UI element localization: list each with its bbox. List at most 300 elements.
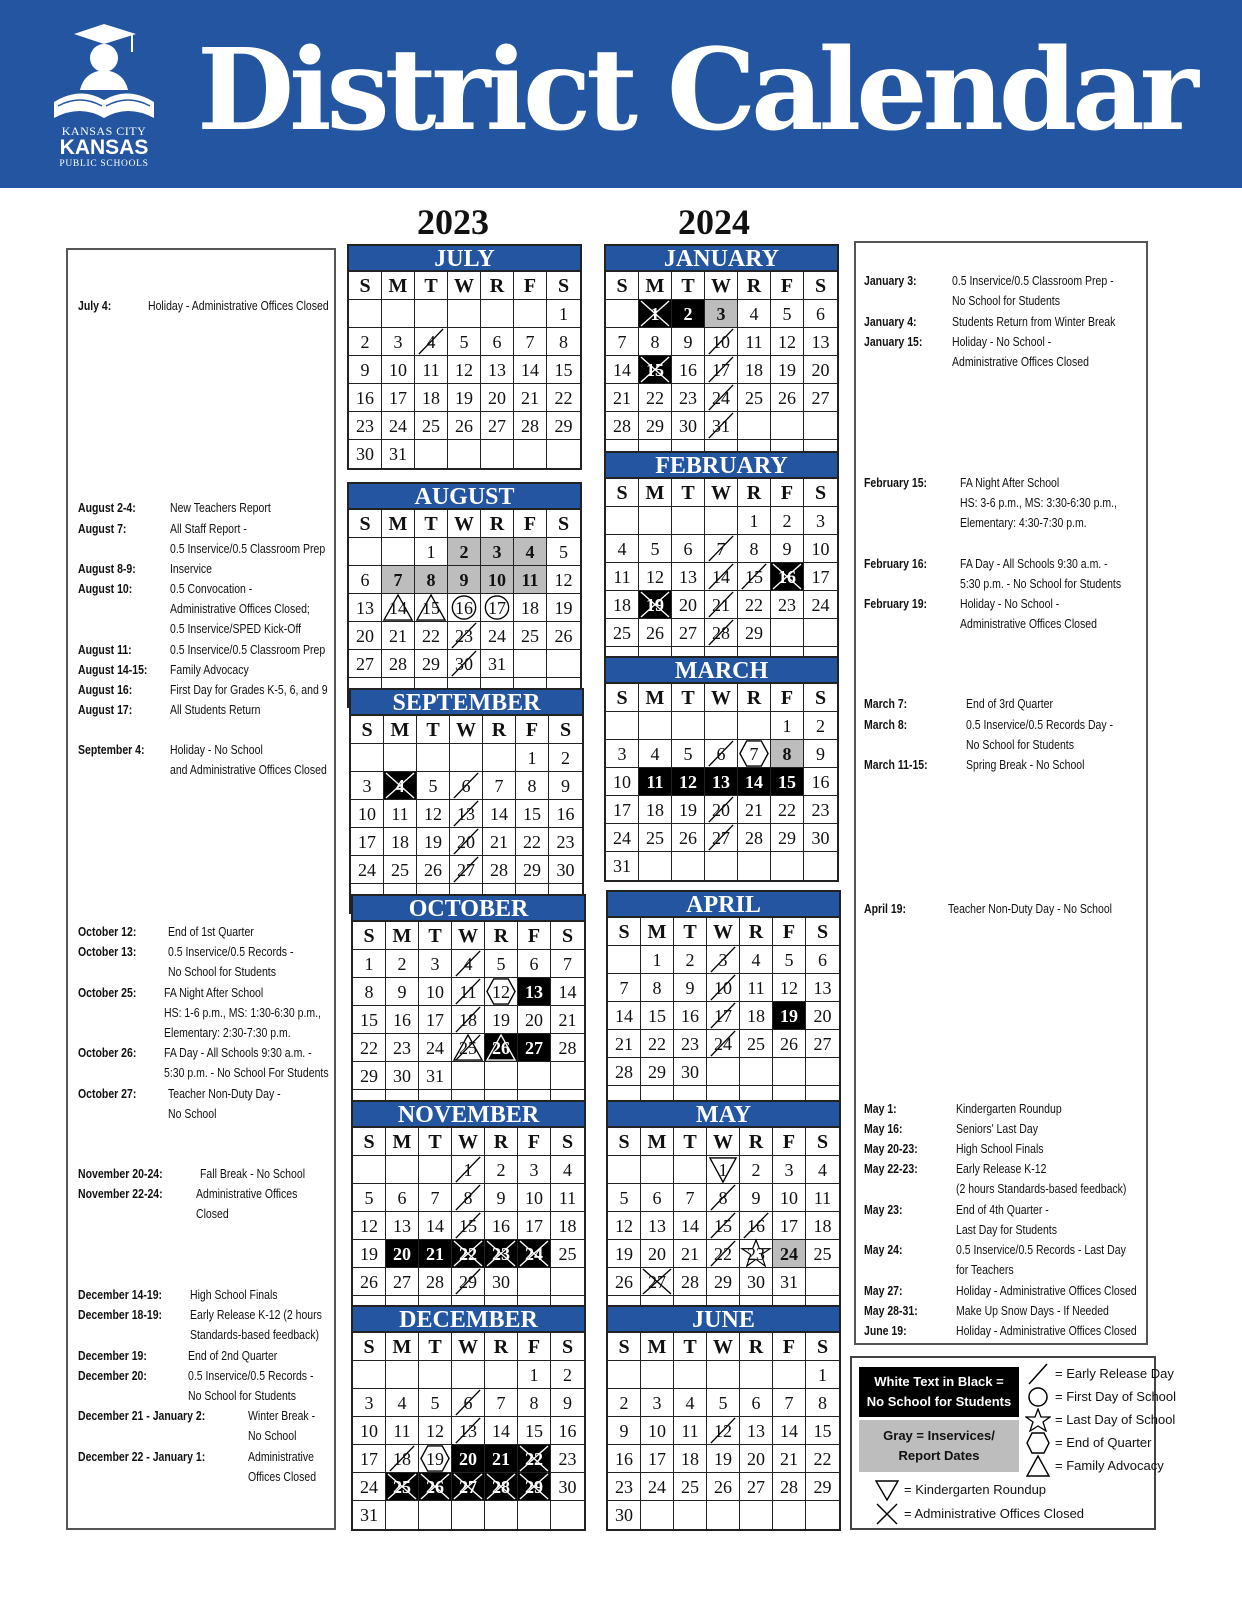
empty-cell (518, 1268, 551, 1296)
day-number: 6 (818, 950, 827, 970)
day-cell (483, 772, 516, 800)
day-number: 31 (389, 444, 407, 464)
empty-cell (485, 1062, 518, 1090)
empty-cell (481, 300, 514, 328)
right_events-event (864, 715, 1141, 755)
empty-cell (386, 1156, 419, 1184)
day-number: 23 (778, 595, 796, 615)
day-number: 25 (422, 416, 440, 436)
day-number: 14 (558, 982, 577, 1002)
day-number: 13 (457, 804, 475, 824)
day-cell (349, 328, 382, 356)
x-icon (874, 1502, 900, 1526)
day-cell (518, 1361, 551, 1389)
day-number: 27 (648, 1272, 666, 1292)
day-number: 3 (529, 1160, 539, 1180)
month-title: NOVEMBER (353, 1102, 584, 1128)
day-number: 14 (615, 1006, 633, 1026)
day-number: 20 (813, 1006, 832, 1026)
left_events-event (78, 660, 330, 680)
day-number: 2 (683, 304, 693, 324)
right_events-event (864, 1119, 1141, 1139)
day-cell (419, 950, 452, 978)
day-cell (349, 384, 382, 412)
event-date: May 24: (864, 1243, 903, 1257)
event-date: October 26: (78, 1046, 137, 1060)
day-cell (349, 622, 382, 650)
day-cell (351, 800, 384, 828)
weekday-header: S (353, 922, 386, 950)
day-cell (514, 594, 547, 622)
month-title: MAY (608, 1102, 839, 1128)
day-number: 13 (488, 360, 506, 380)
empty-cell (514, 300, 547, 328)
event-date: November 20-24: (78, 1167, 163, 1181)
weekday-header: S (806, 1333, 839, 1361)
day-cell (448, 384, 481, 412)
day-number: 16 (747, 1216, 765, 1236)
day-number: 20 (747, 1449, 765, 1469)
weekday-header: S (806, 918, 839, 946)
day-cell (771, 328, 804, 356)
day-cell (639, 796, 672, 824)
day-cell (705, 740, 738, 768)
day-cell (806, 1240, 839, 1268)
day-cell (353, 1445, 386, 1473)
weekday-header: W (448, 272, 481, 300)
day-number: 20 (393, 1244, 411, 1264)
weekday-header: F (514, 510, 547, 538)
day-cell (353, 1034, 386, 1062)
event-description: Holiday - No School - Administrative Offices Closed (951, 335, 1089, 370)
day-cell (771, 740, 804, 768)
day-number: 12 (646, 567, 664, 587)
day-cell (639, 740, 672, 768)
day-number: 17 (613, 800, 631, 820)
weekday-header: M (639, 684, 672, 712)
day-number: 15 (813, 1421, 832, 1441)
day-cell (485, 1184, 518, 1212)
month-october (351, 894, 586, 1120)
day-cell (771, 796, 804, 824)
day-cell (551, 1473, 584, 1501)
empty-cell (707, 1058, 740, 1086)
day-cell (608, 1212, 641, 1240)
day-number: 12 (679, 772, 697, 792)
month-title: SEPTEMBER (351, 690, 582, 716)
day-cell (639, 591, 672, 619)
right_events-event (864, 899, 1141, 919)
day-cell (452, 1212, 485, 1240)
day-number: 2 (782, 511, 792, 531)
day-cell (738, 507, 771, 535)
left_events-event (78, 1043, 330, 1083)
day-number: 15 (422, 598, 440, 618)
day-cell (382, 328, 415, 356)
day-number: 25 (459, 1038, 477, 1058)
day-cell (606, 535, 639, 563)
day-cell (705, 563, 738, 591)
day-number: 10 (426, 982, 444, 1002)
event-description: Seniors' Last Day (955, 1122, 1038, 1136)
day-cell (806, 1389, 839, 1417)
day-number: 24 (389, 416, 407, 436)
day-number: 28 (615, 1062, 633, 1082)
event-description: High School Finals (189, 1288, 278, 1302)
day-number: 20 (459, 1449, 477, 1469)
day-cell (415, 566, 448, 594)
day-cell (674, 1002, 707, 1030)
day-cell (707, 1156, 740, 1184)
day-number: 4 (685, 1393, 695, 1413)
event-description: Teacher Non-Duty Day - No School (167, 1087, 281, 1122)
day-number: 5 (718, 1393, 728, 1413)
event-date: February 16: (864, 557, 928, 571)
day-cell (384, 856, 417, 884)
event-date: October 27: (78, 1087, 137, 1101)
event-description: End of 2nd Quarter (187, 1349, 278, 1363)
day-number: 4 (426, 332, 436, 352)
empty-cell (518, 1501, 551, 1529)
day-number: 6 (652, 1188, 662, 1208)
month-december (351, 1305, 586, 1531)
day-number: 17 (358, 832, 376, 852)
empty-cell (641, 1361, 674, 1389)
day-number: 9 (816, 744, 825, 764)
day-number: 31 (780, 1272, 798, 1292)
empty-cell (738, 412, 771, 440)
legend-black-box: White Text in Black = No School for Students (859, 1367, 1019, 1417)
day-cell (608, 1473, 641, 1501)
day-cell (738, 740, 771, 768)
left_events-event (78, 519, 330, 559)
empty-cell (415, 300, 448, 328)
day-number: 8 (559, 332, 568, 352)
day-number: 17 (360, 1449, 378, 1469)
day-number: 16 (681, 1006, 699, 1026)
day-cell (551, 978, 584, 1006)
left_events-event (78, 579, 330, 640)
weekday-header: W (707, 918, 740, 946)
month-february (604, 451, 839, 677)
day-cell (771, 591, 804, 619)
event-description: Administrative Offices Closed (247, 1450, 317, 1485)
weekday-header: S (547, 510, 580, 538)
empty-cell (382, 300, 415, 328)
day-cell (674, 1184, 707, 1212)
day-cell (639, 300, 672, 328)
day-number: 12 (778, 332, 796, 352)
day-cell (547, 538, 580, 566)
day-number: 6 (463, 1393, 473, 1413)
weekday-header: M (384, 716, 417, 744)
day-number: 1 (529, 1365, 539, 1385)
day-cell (804, 824, 837, 852)
day-cell (674, 1030, 707, 1058)
day-cell (773, 1389, 806, 1417)
day-number: 30 (393, 1066, 411, 1086)
month-may (606, 1100, 841, 1326)
day-number: 26 (646, 623, 664, 643)
weekday-header: M (382, 510, 415, 538)
day-cell (382, 412, 415, 440)
day-number: 26 (426, 1477, 444, 1497)
day-cell (641, 1240, 674, 1268)
left_events-event (78, 700, 330, 720)
day-number: 24 (525, 1244, 543, 1264)
event-date: May 16: (864, 1122, 903, 1136)
day-cell (707, 1212, 740, 1240)
day-number: 22 (646, 388, 664, 408)
day-number: 15 (646, 360, 664, 380)
empty-cell (639, 712, 672, 740)
weekday-header: W (705, 272, 738, 300)
day-number: 19 (646, 595, 664, 615)
day-number: 11 (391, 804, 409, 824)
empty-cell (606, 507, 639, 535)
left_events-event (78, 559, 330, 579)
day-number: 30 (681, 1062, 699, 1082)
month-grid (353, 1128, 584, 1324)
day-cell (606, 852, 639, 880)
weekday-header: S (606, 272, 639, 300)
empty-cell (707, 1361, 740, 1389)
day-cell (481, 356, 514, 384)
day-cell (386, 1417, 419, 1445)
day-number: 12 (424, 804, 442, 824)
event-description: FA Day - All Schools 9:30 a.m. - 5:30 p.m. - No School For Students (163, 1046, 329, 1081)
legend-family-advocacy (1055, 1456, 1164, 1476)
day-number: 20 (457, 832, 475, 852)
day-cell (518, 1389, 551, 1417)
event-description: First Day for Grades K-5, 6, and 9 (169, 683, 328, 697)
right_events-event (864, 554, 1141, 594)
day-number: 9 (360, 360, 370, 380)
event-description: Early Release K-12 (2 hours Standards-based feedback) (189, 1308, 322, 1343)
day-number: 19 (714, 1449, 732, 1469)
day-cell (419, 1034, 452, 1062)
day-cell (606, 824, 639, 852)
empty-cell (419, 1361, 452, 1389)
weekday-header: W (707, 1333, 740, 1361)
right_events-event (864, 332, 1141, 372)
day-cell (481, 566, 514, 594)
day-number: 23 (556, 832, 575, 852)
day-cell (514, 412, 547, 440)
day-cell (705, 591, 738, 619)
day-number: 3 (716, 304, 726, 324)
day-number: 27 (457, 860, 475, 880)
legend-first-text: = First Day of School (1055, 1389, 1177, 1404)
circle-icon (1025, 1385, 1051, 1409)
day-cell (516, 744, 549, 772)
day-number: 21 (780, 1449, 798, 1469)
day-number: 13 (393, 1216, 411, 1236)
event-date: May 22-23: (864, 1162, 918, 1176)
day-number: 18 (747, 1006, 765, 1026)
day-cell (738, 619, 771, 647)
weekday-header: W (707, 1128, 740, 1156)
day-number: 29 (648, 1062, 666, 1082)
day-cell (547, 566, 580, 594)
day-cell (707, 1268, 740, 1296)
day-cell (349, 356, 382, 384)
day-cell (705, 619, 738, 647)
day-number: 5 (430, 1393, 440, 1413)
day-cell (448, 412, 481, 440)
day-cell (518, 1156, 551, 1184)
month-title: JANUARY (606, 246, 837, 272)
day-cell (773, 946, 806, 974)
weekday-header: S (806, 1128, 839, 1156)
day-number: 2 (685, 950, 695, 970)
day-cell (806, 946, 839, 974)
day-cell (485, 1006, 518, 1034)
day-number: 3 (364, 1393, 374, 1413)
day-cell (705, 412, 738, 440)
day-cell (672, 563, 705, 591)
empty-cell (481, 440, 514, 468)
day-number: 8 (749, 539, 759, 559)
year-2024: 2024 (678, 202, 750, 242)
day-cell (353, 1212, 386, 1240)
day-cell (382, 384, 415, 412)
day-cell (773, 1212, 806, 1240)
day-cell (452, 1240, 485, 1268)
day-number: 14 (521, 360, 539, 380)
day-number: 13 (648, 1216, 666, 1236)
day-cell (738, 591, 771, 619)
day-cell (738, 328, 771, 356)
day-cell (485, 1389, 518, 1417)
right_events-event (864, 594, 1141, 634)
day-cell (773, 1002, 806, 1030)
day-cell (705, 356, 738, 384)
weekday-header: W (448, 510, 481, 538)
day-number: 2 (619, 1393, 629, 1413)
day-number: 28 (780, 1477, 798, 1497)
right_events-event (864, 1139, 1141, 1159)
legend-family-text: = Family Advocacy (1055, 1458, 1164, 1473)
day-cell (549, 856, 582, 884)
weekday-header: S (551, 1128, 584, 1156)
day-cell (452, 1389, 485, 1417)
day-cell (349, 594, 382, 622)
day-cell (806, 1445, 839, 1473)
day-cell (353, 1473, 386, 1501)
day-number: 26 (778, 388, 796, 408)
month-title: FEBRUARY (606, 453, 837, 479)
day-cell (483, 800, 516, 828)
event-description: 0.5 Convocation - Administrative Offices Closed; 0.5 Inservice/SPED Kick-Off (169, 582, 310, 637)
day-number: 17 (525, 1216, 543, 1236)
day-cell (771, 768, 804, 796)
event-date: May 28-31: (864, 1304, 918, 1318)
day-number: 11 (745, 332, 763, 352)
day-cell (382, 356, 415, 384)
day-cell (771, 356, 804, 384)
weekday-header: M (386, 1128, 419, 1156)
day-cell (773, 1268, 806, 1296)
event-description: All Students Return (169, 703, 261, 717)
day-cell (551, 1212, 584, 1240)
event-description: Holiday - Administrative Offices Closed (955, 1324, 1137, 1338)
day-cell (707, 946, 740, 974)
day-cell (672, 328, 705, 356)
day-number: 28 (745, 828, 763, 848)
day-number: 23 (681, 1034, 699, 1054)
empty-cell (771, 412, 804, 440)
day-number: 12 (455, 360, 473, 380)
day-cell (771, 384, 804, 412)
month-title: AUGUST (349, 484, 580, 510)
day-number: 12 (492, 982, 510, 1002)
day-number: 23 (811, 800, 830, 820)
event-date: October 12: (78, 925, 137, 939)
day-number: 3 (816, 511, 825, 531)
day-cell (417, 856, 450, 884)
day-cell (608, 1240, 641, 1268)
day-cell (450, 856, 483, 884)
weekday-header: S (549, 716, 582, 744)
day-number: 29 (525, 1477, 543, 1497)
day-cell (804, 712, 837, 740)
day-number: 26 (679, 828, 697, 848)
empty-cell (547, 650, 580, 678)
day-number: 31 (712, 416, 730, 436)
event-description: Make Up Snow Days - If Needed (955, 1304, 1109, 1318)
day-cell (771, 535, 804, 563)
day-cell (740, 1268, 773, 1296)
event-description: 0.5 Inservice/0.5 Records - No School for Students (167, 945, 294, 980)
day-number: 12 (714, 1421, 732, 1441)
weekday-header: F (773, 1333, 806, 1361)
day-number: 27 (525, 1038, 543, 1058)
day-cell (514, 356, 547, 384)
weekday-header: M (641, 1128, 674, 1156)
day-cell (485, 950, 518, 978)
day-cell (806, 1030, 839, 1058)
day-cell (705, 535, 738, 563)
day-cell (415, 538, 448, 566)
day-number: 27 (393, 1272, 411, 1292)
event-date: March 8: (864, 718, 908, 732)
day-cell (353, 1240, 386, 1268)
event-date: August 17: (78, 703, 133, 717)
day-cell (551, 1184, 584, 1212)
day-cell (641, 1445, 674, 1473)
day-cell (386, 1389, 419, 1417)
day-cell (771, 300, 804, 328)
right_events-event (864, 1099, 1141, 1119)
day-number: 21 (426, 1244, 444, 1264)
empty-cell (452, 1361, 485, 1389)
day-cell (672, 300, 705, 328)
day-cell (518, 1240, 551, 1268)
day-number: 22 (525, 1449, 543, 1469)
day-number: 7 (716, 539, 726, 559)
day-number: 6 (751, 1393, 761, 1413)
day-number: 2 (751, 1160, 761, 1180)
day-number: 20 (356, 626, 374, 646)
day-cell (448, 594, 481, 622)
day-cell (481, 594, 514, 622)
day-cell (707, 1473, 740, 1501)
event-date: September 4: (78, 743, 145, 757)
day-cell (547, 356, 580, 384)
day-number: 23 (356, 416, 374, 436)
day-cell (452, 1006, 485, 1034)
